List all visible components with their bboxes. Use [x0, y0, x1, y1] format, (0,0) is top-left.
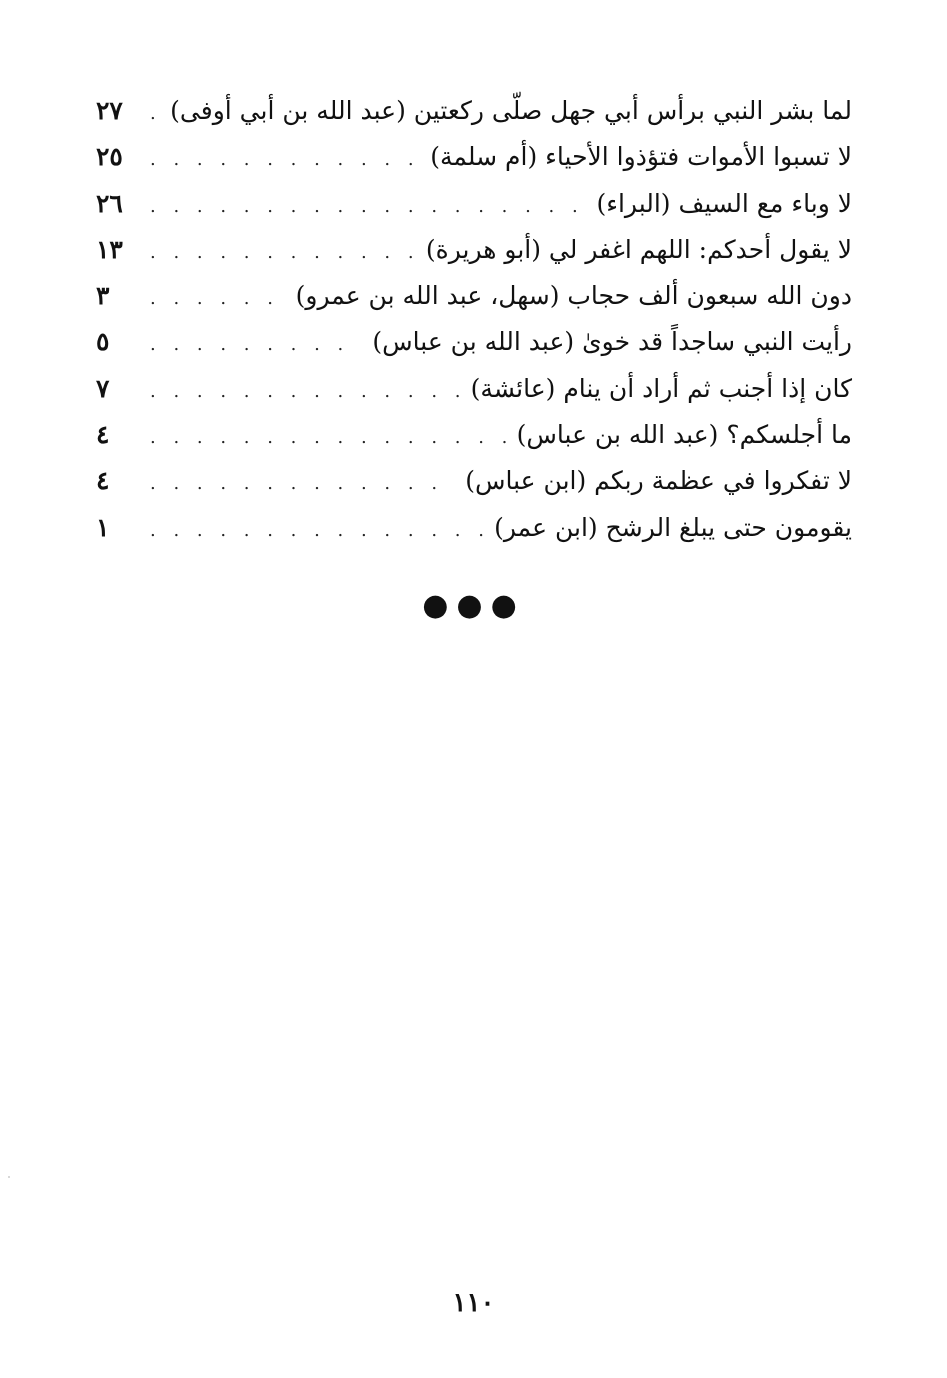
entry-text: دون الله سبعون ألف حجاب (سهل، عبد الله بن عمرو): [295, 281, 852, 311]
entry-page-number: ٢٦: [96, 188, 123, 218]
entry-text: لما بشر النبي برأس أبي جهل صلّى ركعتين (عبد الله بن أبي أوفى): [170, 96, 852, 125]
dot-leader: [150, 137, 420, 183]
index-entry: [96, 134, 852, 180]
index-entry: [96, 273, 852, 319]
entry-page-number: ٧: [96, 373, 110, 403]
dot-leader: [150, 461, 455, 507]
section-separator: ●●●: [422, 588, 525, 623]
index-entry: [96, 227, 852, 273]
entry-text: ما أجلسكم؟ (عبد الله بن عباس): [516, 420, 852, 450]
entry-page-number: ٣: [96, 281, 110, 311]
index-entry: [96, 366, 852, 412]
entry-text: كان إذا أجنب ثم أراد أن ينام (عائشة): [470, 373, 852, 403]
entry-page-number: ٤: [96, 466, 110, 496]
index-list: [96, 88, 852, 551]
index-entry: [96, 88, 852, 134]
entry-text: لا تفكروا في عظمة ربكم (ابن عباس): [465, 466, 852, 496]
index-entry: [96, 458, 852, 504]
index-entry: [96, 505, 852, 551]
index-entry: [96, 412, 852, 458]
entry-page-number: ١٣: [96, 234, 123, 264]
entry-page-number: ٢٧: [96, 96, 123, 125]
entry-text: يقومون حتى يبلغ الرشح (ابن عمر): [494, 512, 852, 542]
entry-page-number: ٤: [96, 420, 110, 450]
dot-leader: [150, 91, 160, 137]
dot-leader: [150, 184, 586, 230]
dot-leader: [150, 276, 286, 322]
index-entry: [96, 319, 852, 365]
page-number: ١١٠: [452, 1288, 495, 1318]
index-entry: [96, 181, 852, 227]
entry-text: لا وباء مع السيف (البراء): [596, 188, 852, 218]
entry-page-number: ٥: [96, 327, 110, 357]
dot-leader: [150, 322, 362, 368]
entry-page-number: ٢٥: [96, 142, 123, 172]
dot-leader: [150, 415, 507, 461]
entry-text: لا يقول أحدكم: اللهم اغفر لي (أبو هريرة): [425, 234, 852, 264]
scan-speck: [8, 1176, 10, 1178]
entry-text: لا تسبوا الأموات فتؤذوا الأحياء (أم سلمة): [430, 142, 852, 172]
dot-leader: [150, 369, 461, 415]
dot-leader: [150, 508, 484, 554]
entry-text: رأيت النبي ساجداً قد خوىٰ (عبد الله بن عباس): [372, 327, 852, 357]
entry-page-number: ١: [96, 512, 110, 542]
dot-leader: [150, 230, 416, 276]
